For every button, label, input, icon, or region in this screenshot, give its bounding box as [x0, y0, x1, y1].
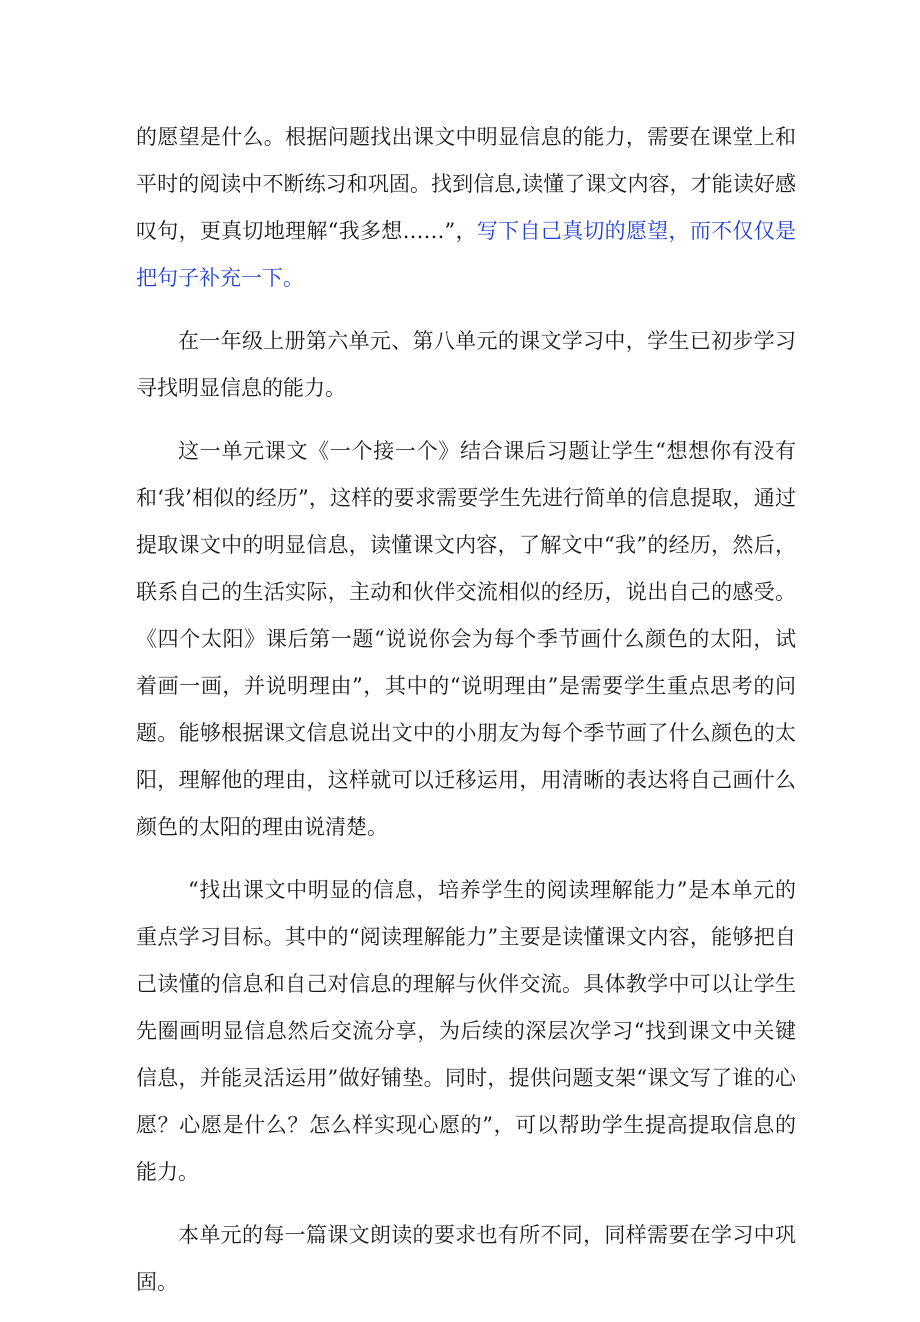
paragraph-1: [136, 114, 796, 302]
document-body: [136, 114, 796, 1322]
paragraph-3: 这一单元课文《一个接一个》结合课后习题让学生“想想你有没有和‘我’相似的经历”，这样的要求需要学生先进行简单的信息提取，通过提取课文中的明显信息，读懂课文内容，了解文中“我”的经历，然后，联系自己的生活实际，主动和伙伴交流相似的经历，说出自己的感受。《四个太阳》课后第一题“说说你会为每个季节画什么颜色的太阳，试着画一画，并说明理由”，其中的“说明理由”是需要学生重点思考的问题。能够根据课文信息说出文中的小朋友为每个季节画了什么颜色的太阳，理解他的理由，这样就可以迁移运用，用清晰的表达将自己画什么颜色的太阳的理由说清楚。: [136, 439, 796, 839]
paragraph-4: “找出课文中明显的信息，培养学生的阅读理解能力”是本单元的重点学习目标。其中的“阅读理解能力”主要是读懂课文内容，能够把自己读懂的信息和自己对信息的理解与伙伴交流。具体教学中可以让学生先圈画明显信息然后交流分享，为后续的深层次学习“找到课文中关键信息，并能灵活运用”做好铺垫。同时，提供问题支架“课文写了谁的心愿？心愿是什么？怎么样实现心愿的”，可以帮助学生提高提取信息的能力。: [136, 878, 796, 1184]
paragraph-2: 在一年级上册第六单元、第八单元的课文学习中，学生已初步学习寻找明显信息的能力。: [136, 329, 796, 400]
paragraph-1-text: 的愿望是什么。根据问题找出课文中明显信息的能力，需要在课堂上和平时的阅读中不断练习和巩固。找到信息,读懂了课文内容，才能读好感叹句，更真切地理解“我多想……”，: [136, 125, 796, 243]
paragraph-5: 本单元的每一篇课文朗读的要求也有所不同，同样需要在学习中巩固。: [136, 1223, 796, 1294]
paragraph-1-highlight: 写下自己真切的愿望，而不仅仅是把句子补充一下。: [136, 219, 797, 290]
